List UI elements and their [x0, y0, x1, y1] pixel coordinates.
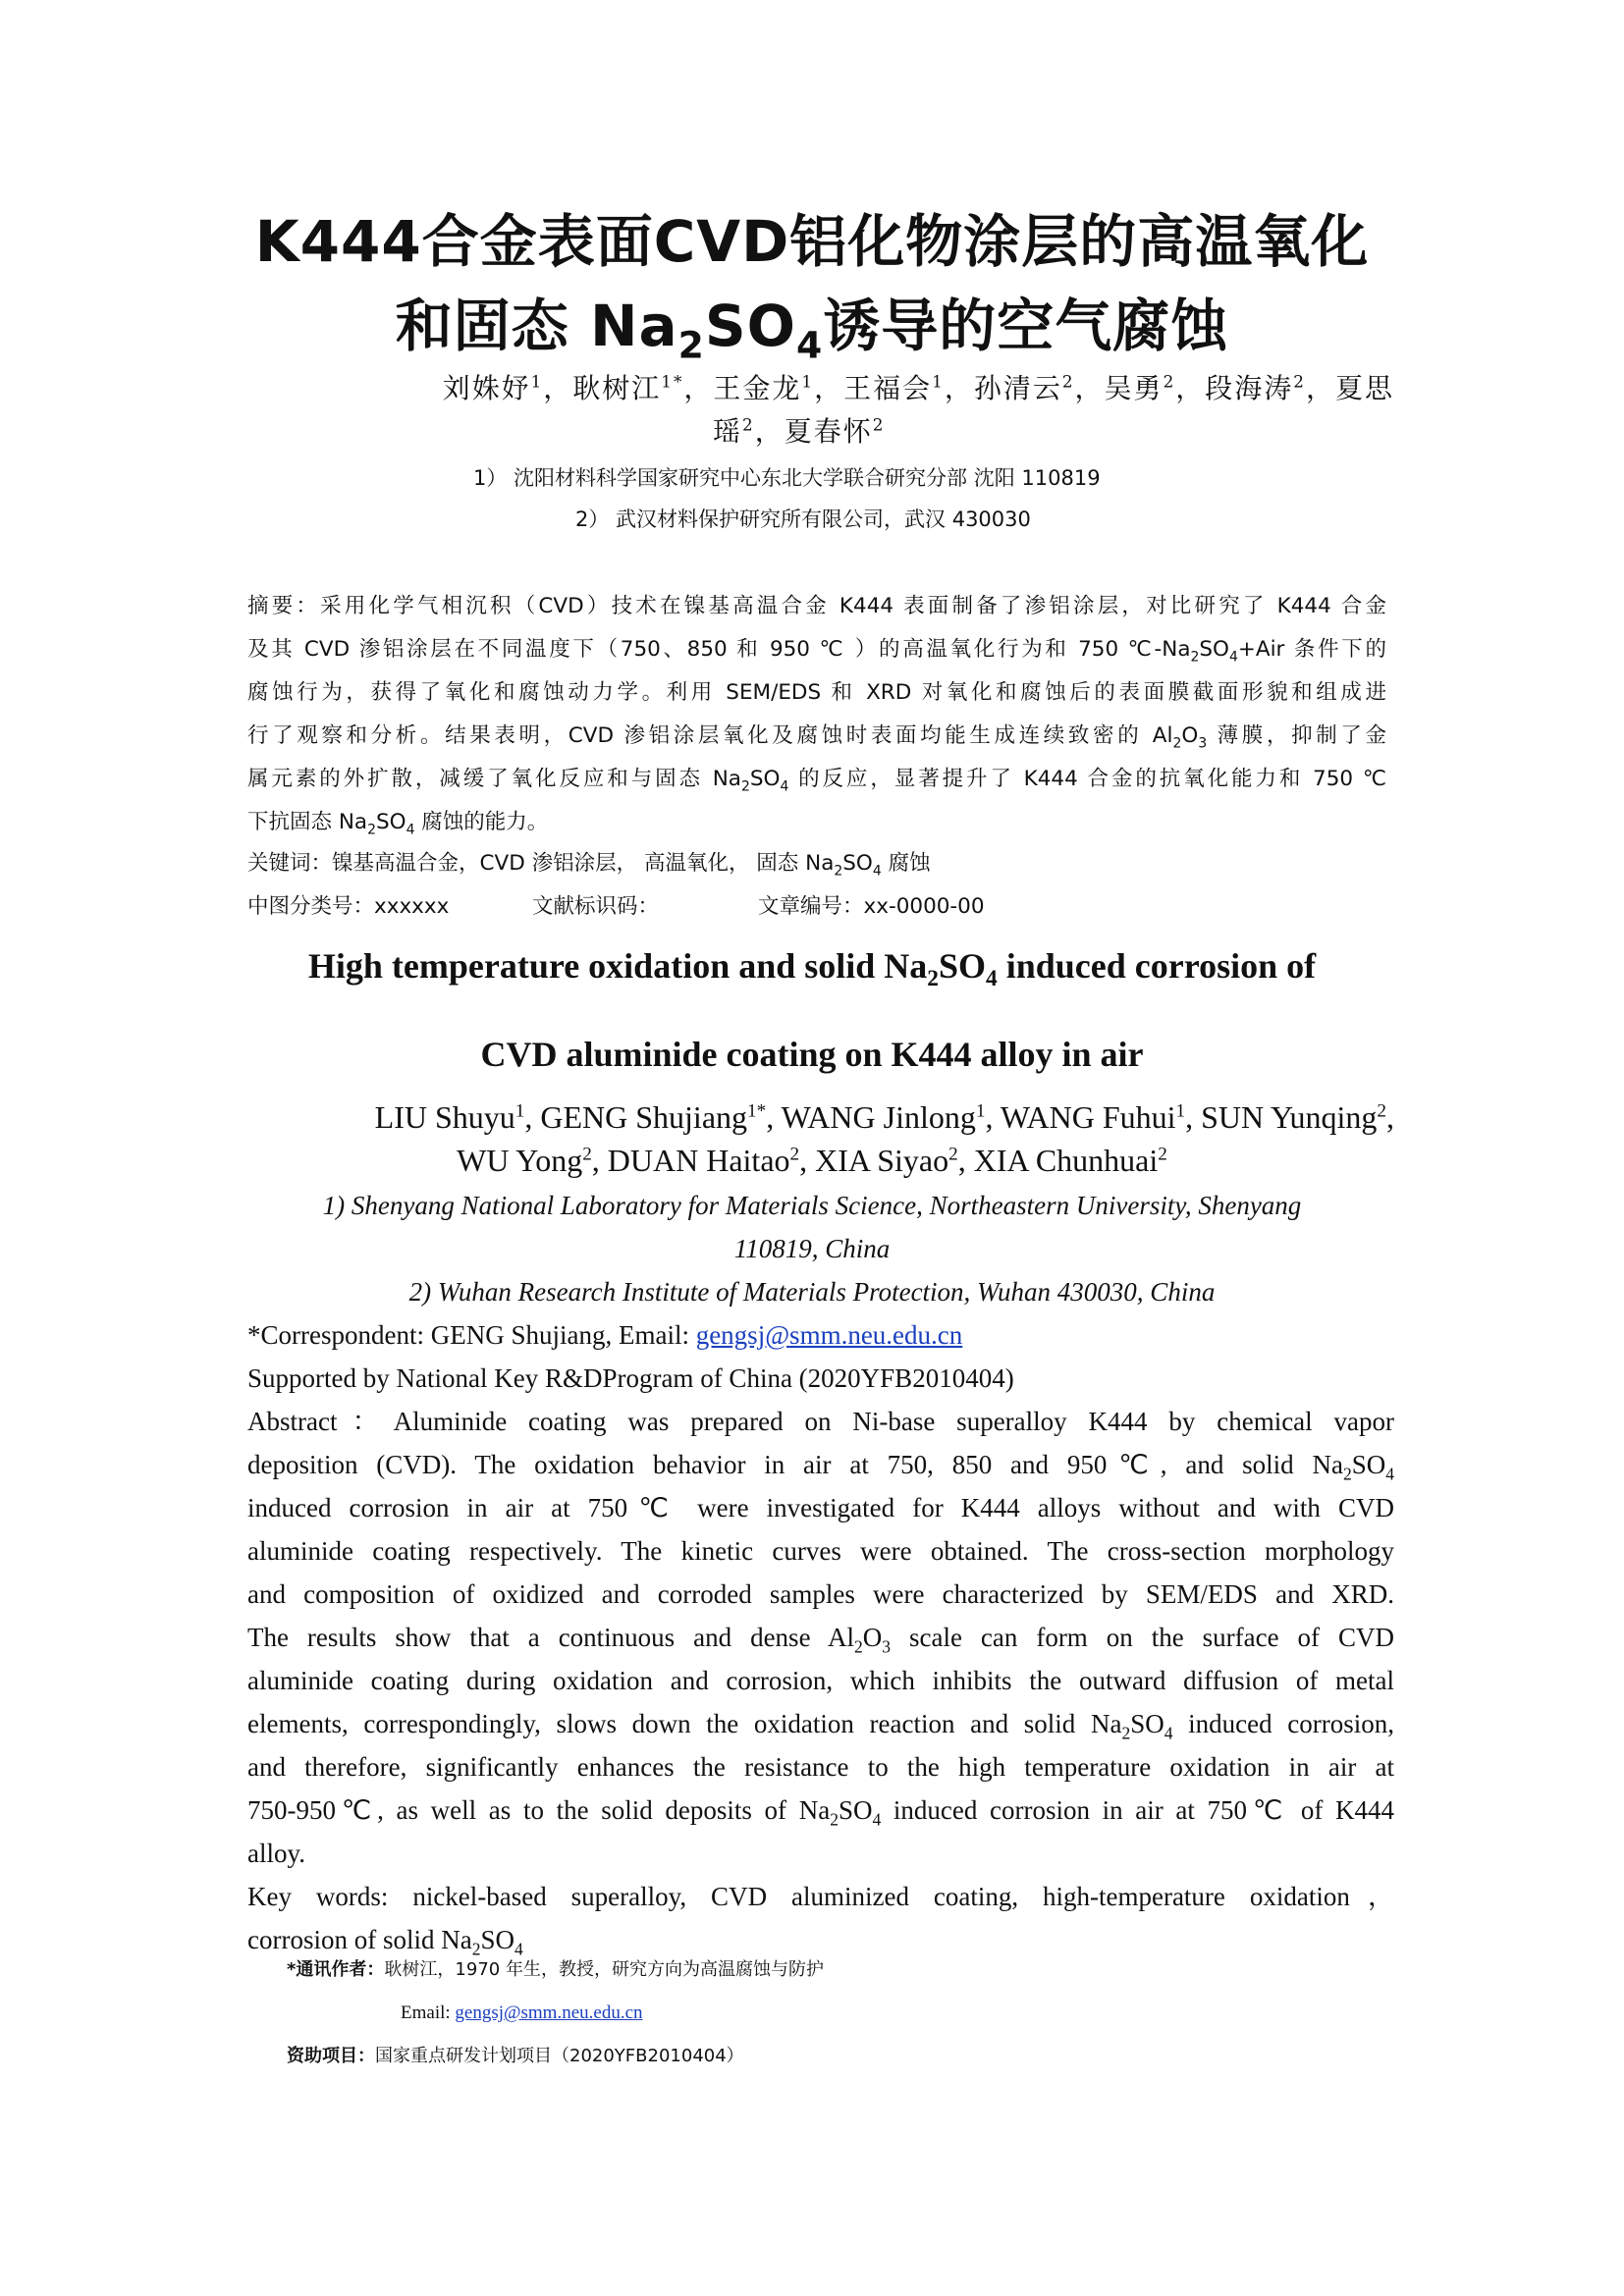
cn-author: 刘姝妤	[442, 372, 531, 404]
en-correspondent-email-link[interactable]: gengsj@smm.neu.edu.cn	[695, 1320, 963, 1350]
en-abstract-line: alloy.	[247, 1839, 305, 1868]
cn-author: 孙清云	[973, 372, 1062, 404]
footnote-fund-text: 国家重点研发计划项目（2020YFB2010404）	[375, 2046, 744, 2066]
en-keywords-line: Key words: nickel-based superalloy, CVD aluminized coating, high-temperature oxidation，	[247, 1882, 1394, 1911]
cn-affiliation-2: 2） 武汉材料保护研究所有限公司，武汉 430030	[575, 507, 1031, 531]
footnote-funding	[287, 2042, 744, 2071]
cn-affiliation-1: 1） 沈阳材料科学国家研究中心东北大学联合研究分部 沈阳 110819	[473, 466, 1101, 490]
en-abstract-line: aluminide coating during oxidation and corrosion, which inhibits the outward diffusion of metal	[247, 1666, 1394, 1695]
cn-author-affil: 2	[872, 414, 886, 435]
cn-title-part: 诱导的空气腐蚀	[823, 293, 1229, 359]
cn-title-part: SO	[704, 293, 796, 359]
cn-abstract-line: 腐蚀行为，获得了氧化和腐蚀动力学。利用 SEM/EDS 和 XRD 对氧化和腐蚀后的表面膜截面形貌和组成进	[247, 680, 1386, 705]
cn-classification	[247, 885, 1386, 929]
cn-author: 王金龙	[713, 372, 802, 404]
footnote-fund-label: 资助项目：	[287, 2046, 375, 2066]
cn-article-number: 文章编号：xx-0000-00	[758, 894, 985, 919]
cn-abstract-line: 下抗固态 $Na_2SO_4$ 腐蚀的能力。	[247, 810, 549, 838]
footnote-email-label: Email:	[401, 2002, 456, 2023]
en-support: Supported by National Key R&DProgram of China (2020YFB2010404)	[247, 1363, 1014, 1393]
cn-title-sub: 4	[795, 323, 824, 367]
cn-keywords: 关键词：镍基高温合金，CVD 渗铝涂层， 高温氧化， 固态 $Na_2SO_4$ 腐蚀	[247, 851, 931, 880]
cn-class-number: 中图分类号：xxxxxx	[247, 894, 450, 919]
en-abstract-line: Abstract：Aluminide coating was prepared on Ni-base superalloy K444 by chemical vapor	[247, 1407, 1394, 1436]
en-abstract-line: and composition of oxidized and corroded samples were characterized by SEM/EDS and XRD.	[247, 1579, 1394, 1609]
cn-author-affil: 2	[1061, 371, 1075, 392]
cn-author: 吴勇	[1104, 372, 1164, 404]
footnote-corr-text: 耿树江，1970 年生，教授，研究方向为高温腐蚀与防护	[384, 1959, 824, 1980]
en-abstract-line: elements, correspondingly, slows down the oxidation reaction and solid $Na_2SO_4$ induced corrosion,	[247, 1709, 1394, 1743]
footnote-email	[401, 1999, 643, 2028]
cn-title-line1: K444合金表面CVD铝化物涂层的高温氧化	[254, 208, 1370, 275]
en-keywords	[247, 1875, 1394, 1961]
cn-author: 瑶	[713, 415, 743, 448]
cn-abstract	[247, 585, 1386, 844]
cn-authors-line1: 刘姝妤$^1$，耿树江$^{1*}$，王金龙$^1$，王福会$^1$，孙清云$^2$，吴勇$^2$，段海涛$^2$，夏思	[442, 371, 1394, 404]
cn-abstract-line: 及其 CVD 渗铝涂层在不同温度下（750、850 和 950 ℃ ）的高温氧化行为和 750 $℃-Na_2SO_4+Air$ 条件下的	[247, 637, 1386, 666]
en-authors-line1: LIU Shuyu$^1$, GENG Shujiang$^{1*}$, WANG Jinlong$^1$, WANG Fuhui$^1$, SUN Yunqing$^2$,	[374, 1099, 1394, 1135]
en-abstract-line: 750-950℃, as well as to the solid deposits of $Na_2SO_4$ induced corrosion in air at 750℃ of K444	[247, 1795, 1394, 1830]
cn-author: 夏思	[1334, 372, 1394, 404]
cn-authors-line2: 瑶$^2$，夏春怀$^2$	[713, 414, 886, 448]
footnote-email-link[interactable]: gengsj@smm.neu.edu.cn	[455, 2002, 643, 2023]
en-title-line1: High temperature oxidation and solid $Na_2SO_4$ induced corrosion of	[307, 946, 1317, 992]
en-keywords-line: corrosion of solid $Na_2SO_4$	[247, 1925, 523, 1959]
cn-title-sub: 2	[677, 323, 705, 367]
cn-abstract-line: 行了观察和分析。结果表明，CVD 渗铝涂层氧化及腐蚀时表面均能生成连续致密的 $Al_2O_3$ 薄膜，抑制了金	[247, 723, 1386, 752]
en-affiliation-2: 2) Wuhan Research Institute of Materials Protection, Wuhan 430030, China	[408, 1277, 1216, 1307]
en-abstract-line: deposition (CVD). The oxidation behavior in air at 750, 850 and 950℃, and solid $Na_2SO_4$	[247, 1450, 1394, 1484]
cn-abstract-line: 摘要：采用化学气相沉积（CVD）技术在镍基高温合金 K444 表面制备了渗铝涂层，对比研究了 K444 合金	[247, 594, 1386, 618]
cn-author-affil: 2	[742, 414, 755, 435]
en-affiliation-1-cont: 110819, China	[733, 1234, 891, 1263]
en-authors-line2: WU Yong$^2$, DUAN Haitao$^2$, XIA Siyao$^2$, XIA Chunhuai$^2$	[457, 1143, 1167, 1178]
cn-author: 耿树江	[572, 372, 662, 404]
cn-author-affil: 2	[1163, 371, 1176, 392]
cn-title-line2	[0, 291, 1624, 367]
en-correspondent	[247, 1313, 1394, 1357]
cn-abstract-line: 属元素的外扩散，减缓了氧化反应和与固态 $Na_2SO_4$ 的反应，显著提升了 K444 合金的抗氧化能力和 750 ℃	[247, 767, 1386, 795]
footnote-corr-label: *通讯作者：	[287, 1959, 385, 1980]
en-abstract-line: The results show that a continuous and dense $Al_2O_3$ scale can form on the surface of CVD	[247, 1623, 1394, 1657]
en-abstract	[247, 1400, 1394, 1875]
cn-author: 王福会	[843, 372, 933, 404]
en-affiliation-1: 1) Shenyang National Laboratory for Materials Science, Northeastern University, Shenyang	[322, 1191, 1302, 1220]
cn-title-part: 和固态 Na	[395, 293, 678, 359]
cn-author: 夏春怀	[784, 415, 873, 448]
cn-author-affil: 1	[530, 371, 544, 392]
en-correspondent-label: *Correspondent: GENG Shujiang, Email:	[247, 1320, 696, 1350]
cn-author-affil: 1*	[661, 371, 684, 392]
footnote-correspondent	[287, 1955, 824, 1985]
en-abstract-line: induced corrosion in air at 750℃ were investigated for K444 alloys without and with CVD	[247, 1493, 1394, 1522]
en-abstract-line: aluminide coating respectively. The kinetic curves were obtained. The cross-section morphology	[247, 1536, 1394, 1566]
en-title-line2: CVD aluminide coating on K444 alloy in air	[480, 1035, 1144, 1074]
cn-author: 段海涛	[1205, 372, 1294, 404]
cn-author-affil: 1	[801, 371, 815, 392]
cn-author-affil: 2	[1293, 371, 1306, 392]
cn-author-affil: 1	[932, 371, 945, 392]
cn-doc-code: 文献标识码：	[532, 894, 660, 919]
en-abstract-line: and therefore, significantly enhances the resistance to the high temperature oxidation in air at	[247, 1752, 1394, 1782]
